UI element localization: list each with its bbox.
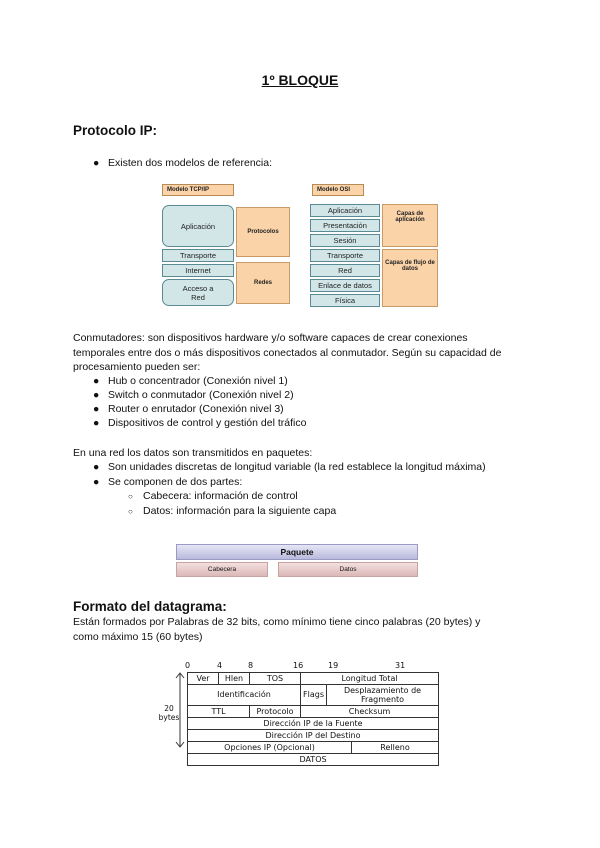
field-protocol: Protocolo xyxy=(250,706,301,718)
packet-subitem-data-text: Datos: información para la siguiente capa xyxy=(143,505,337,517)
table-row xyxy=(188,706,439,718)
switches-line-3: procesamiento pueden ser: xyxy=(73,361,201,373)
section-heading-ip: Protocolo IP: xyxy=(73,123,157,138)
tcpip-layer-application: Aplicación xyxy=(162,205,234,247)
packet-subitem-header: ○ Cabecera: información de control xyxy=(128,490,298,502)
packet-subitem-data: ○ Datos: información para la siguiente capa xyxy=(128,505,337,517)
osi-layer-physical: Física xyxy=(310,294,380,307)
osi-layer-network: Red xyxy=(310,264,380,277)
tcpip-layer-network-access: Acceso a Red xyxy=(162,279,234,306)
datagram-paragraph xyxy=(73,615,543,644)
bullet-models-text: Existen dos modelos de referencia: xyxy=(108,157,273,169)
field-ip-options: Opciones IP (Opcional) xyxy=(188,742,352,754)
packets-intro: En una red los datos son transmitidos en paquetes: xyxy=(73,447,313,459)
packet-subitem-header-text: Cabecera: información de control xyxy=(143,490,298,502)
bit-label: 4 xyxy=(217,661,223,670)
osi-layer-session: Sesión xyxy=(310,234,380,247)
bit-label: 31 xyxy=(395,661,406,670)
bullet-models: ● Existen dos modelos de referencia: xyxy=(93,157,273,169)
twenty-bytes-number: 20 xyxy=(164,704,174,713)
field-fragment-offset: Desplazamiento de Fragmento xyxy=(327,685,439,706)
field-checksum: Checksum xyxy=(301,706,439,718)
switch-item-control-text: Dispositivos de control y gestión del tráfico xyxy=(108,417,307,429)
switch-item-router-text: Router o enrutador (Conexión nivel 3) xyxy=(108,403,284,415)
osi-layer-application: Aplicación xyxy=(310,204,380,217)
field-source-ip: Dirección IP de la Fuente xyxy=(188,718,439,730)
osi-layer-data-link: Enlace de datos xyxy=(310,279,380,292)
switch-item-switch: ● Switch o conmutador (Conexión nivel 2) xyxy=(93,389,294,401)
switch-item-switch-text: Switch o conmutador (Conexión nivel 2) xyxy=(108,389,294,401)
osi-application-layers: Capas de aplicación xyxy=(382,204,438,247)
field-data: DATOS xyxy=(188,754,439,766)
field-flags: Flags xyxy=(301,685,327,706)
table-row xyxy=(188,673,439,685)
table-row xyxy=(188,718,439,730)
tcpip-layer-transport: Transporte xyxy=(162,249,234,262)
tcpip-header: Modelo TCP/IP xyxy=(162,184,234,196)
twenty-bytes-unit: bytes xyxy=(158,713,180,722)
switch-item-control: ● Dispositivos de control y gestión del tráfico xyxy=(93,417,307,429)
field-padding: Relleno xyxy=(352,742,439,754)
field-ttl: TTL xyxy=(188,706,250,718)
tcpip-layer-internet: Internet xyxy=(162,264,234,277)
bit-label: 8 xyxy=(248,661,254,670)
table-row xyxy=(188,730,439,742)
switch-item-hub: ● Hub o concentrador (Conexión nivel 1) xyxy=(93,375,288,387)
packet-data-segment: Datos xyxy=(278,562,418,577)
packet-item-units: ● Son unidades discretas de longitud variable (la red establece la longitud máxima) xyxy=(93,461,486,473)
osi-header: Modelo OSI xyxy=(312,184,364,196)
switch-item-hub-text: Hub o concentrador (Conexión nivel 1) xyxy=(108,375,288,387)
twenty-bytes-label xyxy=(150,704,188,722)
switches-paragraph xyxy=(73,331,543,375)
packet-item-parts-text: Se componen de dos partes: xyxy=(108,476,243,488)
table-row xyxy=(188,685,439,706)
datagram-line-2: como máximo 15 (60 bytes) xyxy=(73,630,203,643)
switch-item-router: ● Router o enrutador (Conexión nivel 3) xyxy=(93,403,284,415)
packet-item-units-text: Son unidades discretas de longitud variable (la red establece la longitud máxima) xyxy=(108,461,486,473)
tcpip-protocols: Protocolos xyxy=(236,207,290,257)
datagram-table xyxy=(187,672,439,766)
packet-item-parts: ● Se componen de dos partes: xyxy=(93,476,243,488)
packet-header-segment: Cabecera xyxy=(176,562,268,577)
field-identification: Identificación xyxy=(188,685,301,706)
field-version: Ver xyxy=(188,673,219,685)
bit-label: 0 xyxy=(185,661,191,670)
tcpip-networks: Redes xyxy=(236,262,290,304)
switches-line-2: temporales entre dos o más dispositivos conectados al conmutador. Según su capacidad de xyxy=(73,346,502,359)
bit-label: 16 xyxy=(293,661,304,670)
section-heading-datagram: Formato del datagrama: xyxy=(73,599,227,614)
field-destination-ip: Dirección IP del Destino xyxy=(188,730,439,742)
table-row xyxy=(188,742,439,754)
osi-layer-transport: Transporte xyxy=(310,249,380,262)
field-total-length: Longitud Total xyxy=(301,673,439,685)
field-hlen: Hlen xyxy=(219,673,250,685)
packet-bar: Paquete xyxy=(176,544,418,560)
osi-data-flow-layers: Capas de flujo de datos xyxy=(382,249,438,307)
bit-label: 19 xyxy=(328,661,339,670)
field-tos: TOS xyxy=(250,673,301,685)
datagram-line-1: Están formados por Palabras de 32 bits, como mínimo tiene cinco palabras (20 bytes) y xyxy=(73,616,481,628)
page-title: 1º BLOQUE xyxy=(261,72,339,88)
switches-line-1: Conmutadores: son dispositivos hardware y/o software capaces de crear conexiones xyxy=(73,332,468,344)
osi-layer-presentation: Presentación xyxy=(310,219,380,232)
table-row xyxy=(188,754,439,766)
